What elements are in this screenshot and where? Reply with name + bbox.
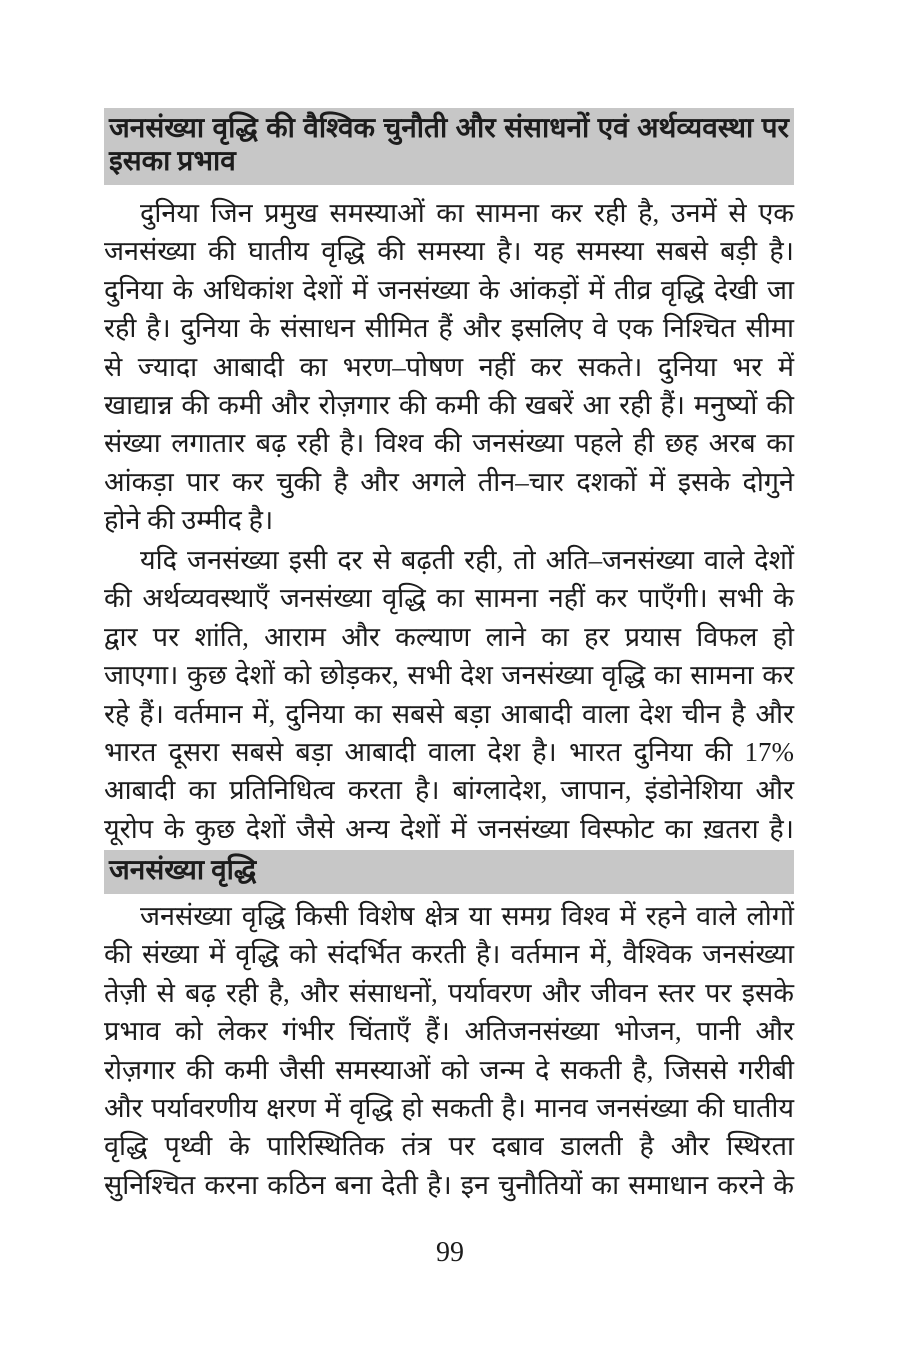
text-line: रोज़गार की कमी जैसी समस्याओं को जन्म दे सकती है, जिससे गरीबी: [104, 1054, 794, 1085]
text-line: दुनिया जिन प्रमुख समस्याओं का सामना कर रही है, उनमें से एक: [140, 198, 794, 228]
text-line: जनसंख्या की घातीय वृद्धि की समस्या है। यह समस्या सबसे बड़ी है।: [104, 236, 794, 267]
text-line: वृद्धि पृथ्वी के पारिस्थितिक तंत्र पर दबाव डालती है और स्थिरता: [104, 1131, 794, 1162]
section-heading-population-growth: [104, 850, 794, 894]
text-line: होने की उम्मीद है।: [104, 505, 274, 536]
page-number: 99: [436, 1237, 464, 1268]
text-line: संख्या लगातार बढ़ रही है। विश्व की जनसंख्या पहले ही छह अरब का: [104, 428, 794, 459]
text-line: खाद्यान्न की कमी और रोज़गार की कमी की खबरें आ रही हैं। मनुष्यों की: [104, 390, 794, 421]
text-line: की अर्थव्यवस्थाएँ जनसंख्या वृद्धि का सामना नहीं कर पाएँगी। सभी के: [104, 583, 794, 614]
paragraph-growth-definition: [104, 897, 794, 1204]
paragraph-world-problems: [104, 194, 794, 540]
text-line: की संख्या में वृद्धि को संदर्भित करती है। वर्तमान में, वैश्विक जनसंख्या: [104, 939, 794, 970]
paragraph-economies-impact: [104, 541, 794, 848]
text-line: रही है। दुनिया के संसाधन सीमित हैं और इसलिए वे एक निश्चित सीमा: [104, 313, 794, 344]
text-line: यूरोप के कुछ देशों जैसे अन्य देशों में जनसंख्या विस्फोट का ख़तरा है।: [104, 813, 794, 844]
heading-line: इसका प्रभाव: [109, 146, 236, 177]
text-line: आंकड़ा पार कर चुकी है और अगले तीन–चार दशकों में इसके दोगुने: [104, 466, 794, 497]
text-line: तेज़ी से बढ़ रही है, और संसाधनों, पर्यावरण और जीवन स्तर पर इसके: [104, 977, 794, 1008]
heading-line: जनसंख्या वृद्धि: [109, 855, 257, 886]
text-line: से ज्यादा आबादी का भरण–पोषण नहीं कर सकते। दुनिया भर में: [104, 351, 794, 382]
text-line: और पर्यावरणीय क्षरण में वृद्धि हो सकती है। मानव जनसंख्या की घातीय: [104, 1093, 794, 1124]
heading-line: जनसंख्या वृद्धि की वैश्विक चुनौती और संसाधनों एवं अर्थव्यवस्था पर: [109, 113, 789, 144]
text-line: द्वार पर शांति, आराम और कल्याण लाने का हर प्रयास विफल हो: [104, 621, 794, 652]
text-line: आबादी का प्रतिनिधित्व करता है। बांग्लादेश, जापान, इंडोनेशिया और: [104, 775, 794, 806]
text-line: जनसंख्या वृद्धि किसी विशेष क्षेत्र या समग्र विश्व में रहने वाले लोगों: [140, 901, 794, 931]
text-line: सुनिश्चित करना कठिन बना देती है। इन चुनौतियों का समाधान करने के: [104, 1169, 794, 1200]
text-line: जाएगा। कुछ देशों को छोड़कर, सभी देश जनसंख्या वृद्धि का सामना कर: [104, 660, 794, 691]
text-line: दुनिया के अधिकांश देशों में जनसंख्या के आंकड़ों में तीव्र वृद्धि देखी जा: [104, 274, 794, 305]
text-line: रहे हैं। वर्तमान में, दुनिया का सबसे बड़ा आबादी वाला देश चीन है और: [104, 698, 794, 729]
section-heading-population-challenge: [104, 108, 794, 185]
text-line: प्रभाव को लेकर गंभीर चिंताएँ हैं। अतिजनसंख्या भोजन, पानी और: [104, 1016, 794, 1047]
text-line: भारत दूसरा सबसे बड़ा आबादी वाला देश है। भारत दुनिया की 17%: [104, 737, 794, 768]
text-line: यदि जनसंख्या इसी दर से बढ़ती रही, तो अति–जनसंख्या वाले देशों: [140, 545, 794, 575]
